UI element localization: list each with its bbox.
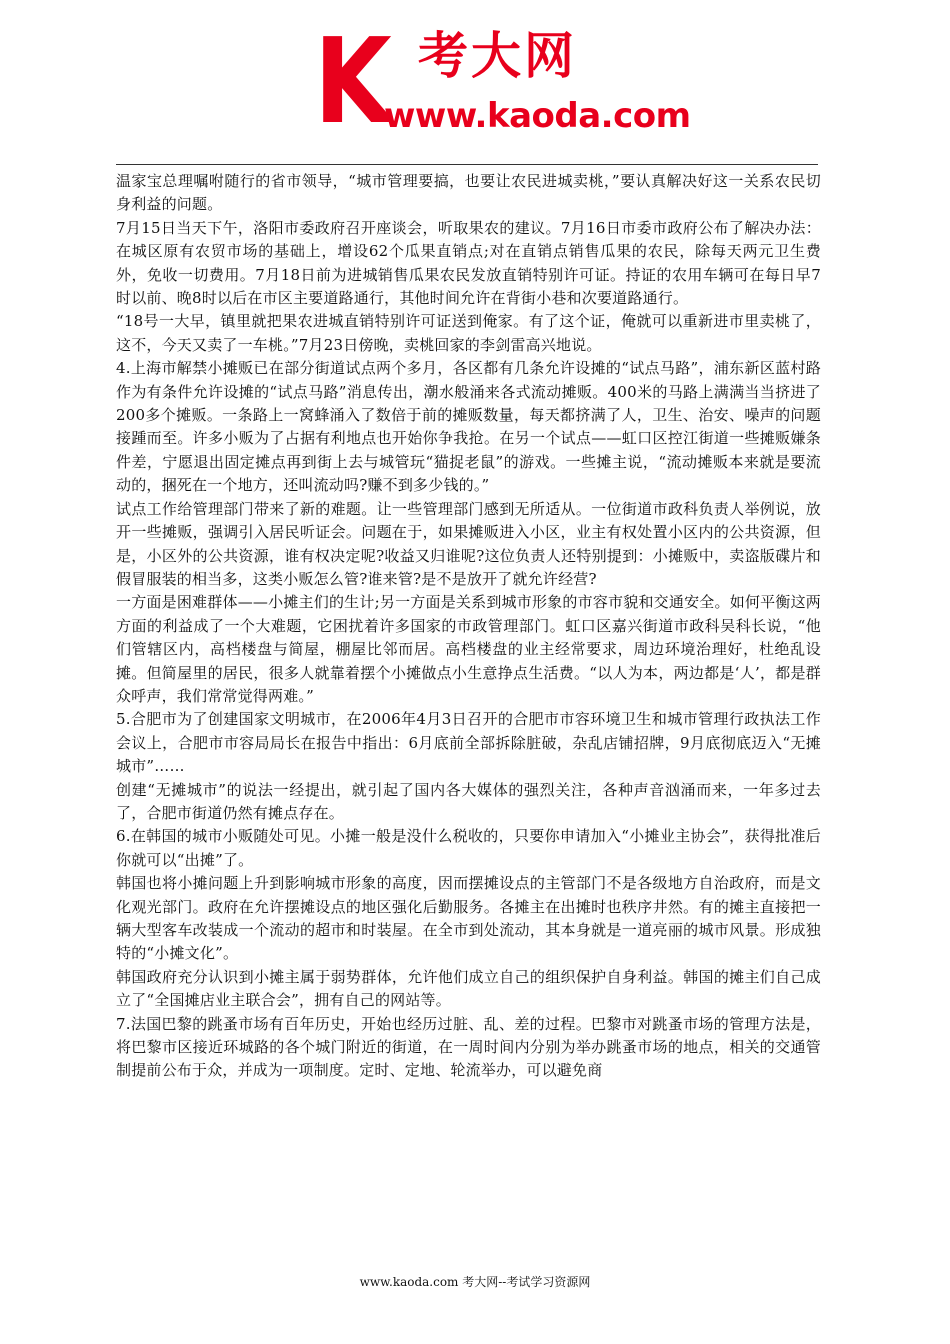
logo-site-name: 考大网: [418, 27, 577, 85]
logo-url: www.kaoda.com: [384, 96, 691, 136]
page-footer: www.kaoda.com 考大网--考试学习资源网: [359, 1275, 591, 1289]
paragraph: 一方面是困难群体——小摊主们的生计;另一方面是关系到城市形象的市容市貌和交通安全。如何平衡这两方面的利益成了一个大难题，它困扰着许多国家的市政管理部门。虹口区嘉兴街道市政科吴科长说，“他们管辖区内，高档楼盘与简屋，棚屋比邻而居。高档楼盘的业主经常要求，周边环境治理好，杜绝乱设摊。但简屋里的居民，很多人就靠着摆个小摊做点小生意挣点生活费。“以人为本，两边都是‘人’，都是群众呼声，我们常常觉得两难。”: [116, 593, 821, 705]
paragraph: 6.在韩国的城市小贩随处可见。小摊一般是没什么税收的，只要你申请加入“小摊业主协会”，获得批准后你就可以“出摊”了。: [116, 827, 821, 869]
header-divider: [116, 164, 818, 165]
logo-k-mark: K: [314, 12, 389, 150]
paragraph: 7月15日当天下午，洛阳市委政府召开座谈会，听取果农的建议。7月16日市委市政府公布了解决办法：在城区原有农贸市场的基础上，增设62个瓜果直销点;对在直销点销售瓜果的农民，除每天两元卫生费外，免收一切费用。7月18日前为进城销售瓜果农民发放直销特别许可证。持证的农用车辆可在每日早7时以前、晚8时以后在市区主要道路通行，其他时间允许在背街小巷和次要道路通行。: [116, 218, 821, 308]
paragraph: 4.上海市解禁小摊贩已在部分街道试点两个多月，各区都有几条允许设摊的“试点马路”，浦东新区蓝村路作为有条件允许设摊的“试点马路”消息传出，潮水般涌来各式流动摊贩。400米的马路上满满当当挤进了200多个摊贩。一条路上一窝蜂涌入了数倍于前的摊贩数量，每天都挤满了人，卫生、治安、噪声的问题接踵而至。许多小贩为了占据有利地点也开始你争我抢。在另一个试点——虹口区控江街道一些摊贩嫌条件差，宁愿退出固定摊点再到街上去与城管玩“猫捉老鼠”的游戏。一些摊主说，“流动摊贩本来就是要流动的，捆死在一个地方，还叫流动吗?赚不到多少钱的。”: [116, 359, 821, 495]
paragraph: 温家宝总理嘱咐随行的省市领导，“城市管理要搞，也要让农民进城卖桃，”要认真解决好这一关系农民切身利益的问题。: [116, 172, 821, 214]
paragraph: 7.法国巴黎的跳蚤市场有百年历史，开始也经历过脏、乱、差的过程。巴黎市对跳蚤市场的管理方法是，将巴黎市区接近环城路的各个城门附近的街道，在一周时间内分别为举办跳蚤市场的地点，相关的交通管制提前公布于众，并成为一项制度。定时、定地、轮流举办，可以避免商: [116, 1014, 821, 1080]
paragraph: 韩国也将小摊问题上升到影响城市形象的高度，因而摆摊设点的主管部门不是各级地方自治政府，而是文化观光部门。政府在允许摆摊设点的地区强化后勤服务。各摊主在出摊时也秩序井然。有的摊主直接把一辆大型客车改装成一个流动的超市和时装屋。在全市到处流动，其本身就是一道亮丽的城市风景。形成独特的“小摊文化”。: [116, 874, 821, 963]
site-logo: [314, 12, 691, 160]
paragraph: 韩国政府充分认识到小摊主属于弱势群体，允许他们成立自己的组织保护自身利益。韩国的摊主们自己成立了“全国摊店业主联合会”，拥有自己的网站等。: [116, 967, 821, 1010]
paragraph: 5.合肥市为了创建国家文明城市，在2006年4月3日召开的合肥市市容环境卫生和城市管理行政执法工作会议上，合肥市市容局局长在报告中指出：6月底前全部拆除脏破，杂乱店铺招牌，9月底彻底迈入“无摊城市”……: [116, 710, 821, 776]
document-body: [116, 170, 821, 1083]
paragraph: 创建“无摊城市”的说法一经提出，就引起了国内各大媒体的强烈关注，各种声音汹涌而来，一年多过去了，合肥市街道仍然有摊点存在。: [116, 780, 821, 822]
paragraph: “18号一大早，镇里就把果农进城直销特别许可证送到俺家。有了这个证，俺就可以重新进市里卖桃了，这不，今天又卖了一车桃。”7月23日傍晚，卖桃回家的李剑雷高兴地说。: [116, 312, 821, 354]
paragraph: 试点工作给管理部门带来了新的难题。让一些管理部门感到无所适从。一位街道市政科负责人举例说，放开一些摊贩，强调引入居民听证会。问题在于，如果摊贩进入小区，业主有权处置小区内的公共资源，但是，小区外的公共资源，谁有权决定呢?收益又归谁呢?这位负责人还特别提到：小摊贩中，卖盗版碟片和假冒服装的相当多，这类小贩怎么管?谁来管?是不是放开了就允许经营?: [116, 499, 821, 588]
